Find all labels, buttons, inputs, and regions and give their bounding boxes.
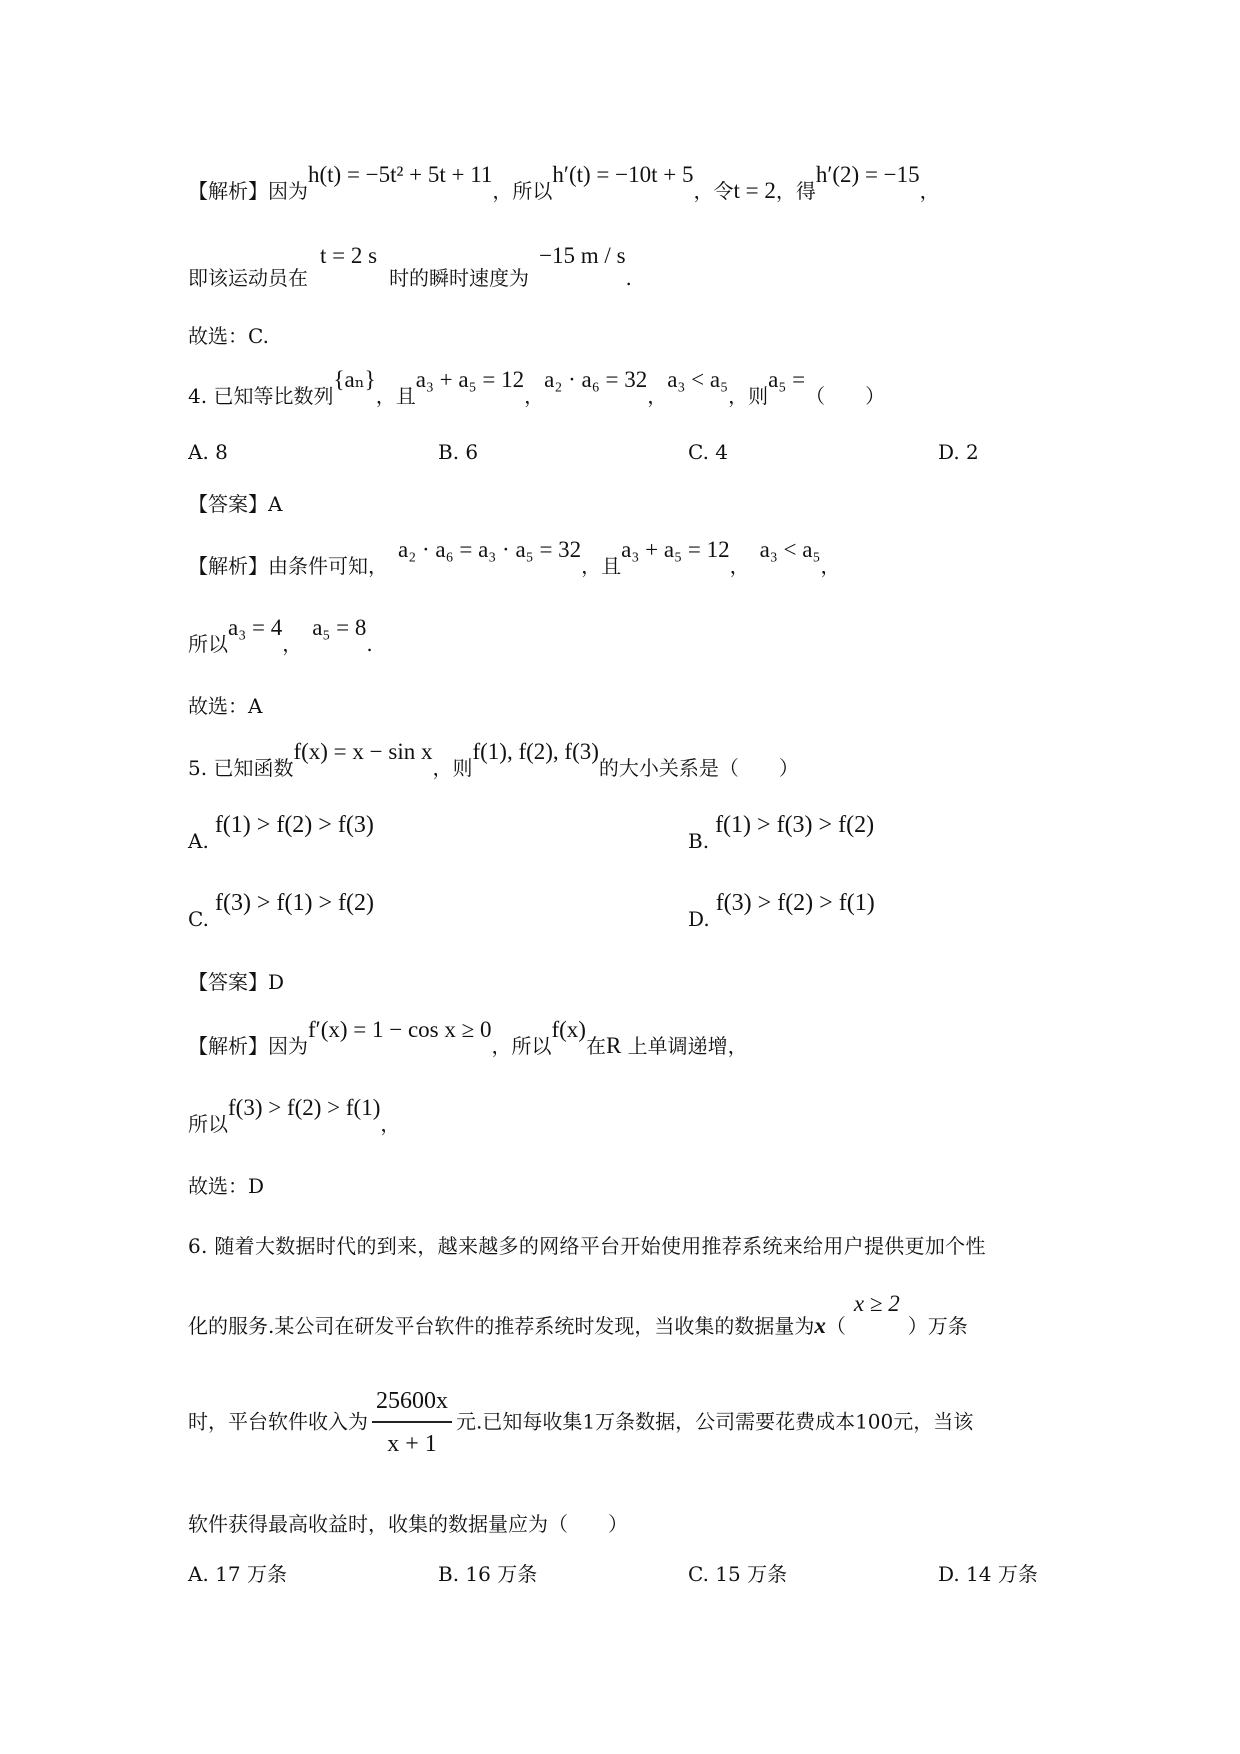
math-expression: h′(2) = −15 (815, 162, 920, 187)
text: . (625, 266, 632, 290)
math-expression: f′(x) = 1 − cos x ≥ 0 (308, 1017, 492, 1042)
math-expression: a₃ < a₅ (667, 367, 729, 392)
q4-option-a: A. 8 (188, 440, 228, 464)
answer-blank: （ ） (805, 384, 886, 408)
text: 即该运动员在 (188, 266, 308, 290)
fraction (372, 1388, 452, 1458)
text: 化的服务.某公司在研发平台软件的推荐系统时发现，当收集的数据量为 (188, 1314, 815, 1338)
math-expression: {aₙ} (333, 367, 376, 392)
q5-solution-line2 (188, 1095, 401, 1137)
math-expression: f(x) = x − sin x (293, 739, 433, 764)
text: 时，平台软件收入为 (188, 1409, 368, 1434)
math-expression: t = 2 (733, 178, 776, 203)
text: （ (825, 1314, 846, 1338)
q5-question (188, 739, 799, 781)
math-expression: −15 m / s (539, 243, 626, 268)
q5-choice: 故选：D (188, 1174, 265, 1198)
text: . (366, 632, 373, 656)
math-expression: R (605, 1033, 622, 1058)
text: 所以 (188, 1112, 228, 1136)
question-number: 5. 已知函数 (188, 756, 294, 780)
math-expression: t = 2 s (320, 243, 378, 268)
math-expression: x ≥ 2 (853, 1291, 900, 1316)
q3-solution-line1 (188, 162, 940, 204)
q6-question-line3 (188, 1388, 973, 1458)
math-expression: f(x) (551, 1017, 586, 1042)
solution-label: 【解析】因为 (188, 1034, 308, 1058)
math-expression: f(3) > f(1) > f(2) (214, 890, 374, 916)
text: 在 (585, 1034, 606, 1058)
math-expression: f(1), f(2), f(3) (472, 739, 599, 764)
q3-solution-line2 (188, 243, 632, 291)
text: ， (524, 384, 545, 408)
text: ）万条 (907, 1314, 968, 1338)
math-expression: a₃ = 4 (228, 615, 283, 640)
math-expression: h′(t) = −10t + 5 (552, 162, 694, 187)
q6-option-c: C. 15 万条 (688, 1562, 788, 1586)
text: ， (820, 554, 841, 578)
q6-option-a: A. 17 万条 (188, 1562, 287, 1586)
text: ， (282, 632, 303, 656)
q5-solution-line1 (188, 1017, 748, 1059)
q6-question-line4: 软件获得最高收益时，收集的数据量应为（ ） (188, 1512, 628, 1536)
math-variable: x (814, 1313, 826, 1338)
solution-label: 【解析】由条件可知， (188, 554, 388, 578)
q6-option-b: B. 16 万条 (438, 1562, 538, 1586)
math-expression: a₃ + a₅ = 12 (415, 367, 525, 392)
text: 时的瞬时速度为 (389, 266, 530, 290)
math-expression: f(1) > f(3) > f(2) (715, 812, 875, 838)
math-expression: a₅ = (768, 367, 806, 392)
text: ， (380, 1112, 401, 1136)
math-expression: a₅ = 8 (312, 615, 367, 640)
q5-option-d (688, 890, 875, 933)
text: 上单调递增， (621, 1034, 748, 1058)
math-expression: f(3) > f(2) > f(1) (228, 1095, 381, 1120)
option-letter: B. (688, 829, 710, 853)
math-expression: f(1) > f(2) > f(3) (214, 812, 374, 838)
option-letter: A. (188, 829, 209, 853)
text: 的大小关系是（ ） (598, 756, 799, 780)
text: ，则 (432, 756, 473, 780)
fraction-numerator: 25600x (372, 1388, 452, 1423)
q6-question-line1: 6. 随着大数据时代的到来，越来越多的网络平台开始使用推荐系统来给用户提供更加个性 (188, 1234, 986, 1258)
q4-option-d: D. 2 (938, 440, 979, 464)
text: 所以 (188, 632, 228, 656)
math-expression: f(3) > f(2) > f(1) (715, 890, 875, 916)
text: ，得 (775, 179, 816, 203)
math-expression: a₂ · a₆ = 32 (544, 367, 648, 392)
q5-option-a (188, 812, 374, 855)
q5-option-c (188, 890, 374, 933)
text: ，所以 (492, 179, 553, 203)
text: ， (729, 554, 750, 578)
math-expression: a₃ + a₅ = 12 (621, 537, 730, 562)
text: ， (919, 179, 940, 203)
fraction-denominator: x + 1 (387, 1431, 437, 1457)
q4-solution-line1 (188, 537, 841, 579)
math-expression: h(t) = −5t² + 5t + 11 (308, 162, 493, 187)
q5-option-b (688, 812, 875, 855)
math-expression: a₃ < a₅ (759, 537, 821, 562)
text: ， (647, 384, 668, 408)
q4-option-b: B. 6 (438, 440, 479, 464)
q4-solution-line2 (188, 615, 373, 657)
text: ，令 (693, 179, 734, 203)
math-expression: a₂ · a₆ = a₃ · a₅ = 32 (398, 537, 582, 562)
option-letter: D. (688, 907, 710, 931)
q3-choice: 故选：C. (188, 324, 269, 348)
q4-option-c: C. 4 (688, 440, 729, 464)
q6-question-line2 (188, 1291, 968, 1339)
solution-label: 【解析】因为 (188, 179, 308, 203)
text: ，且 (581, 554, 622, 578)
text: ，则 (728, 384, 769, 408)
text: ，且 (375, 384, 416, 408)
q6-option-d: D. 14 万条 (938, 1562, 1038, 1586)
text: 元.已知每收集1万条数据，公司需要花费成本100元，当该 (456, 1409, 974, 1434)
text: ，所以 (491, 1034, 552, 1058)
option-letter: C. (188, 907, 209, 931)
q4-answer: 【答案】A (188, 492, 283, 516)
q4-question (188, 367, 886, 409)
question-number: 4. 已知等比数列 (188, 384, 334, 408)
q4-choice: 故选：A (188, 694, 263, 718)
q5-answer: 【答案】D (188, 970, 285, 994)
